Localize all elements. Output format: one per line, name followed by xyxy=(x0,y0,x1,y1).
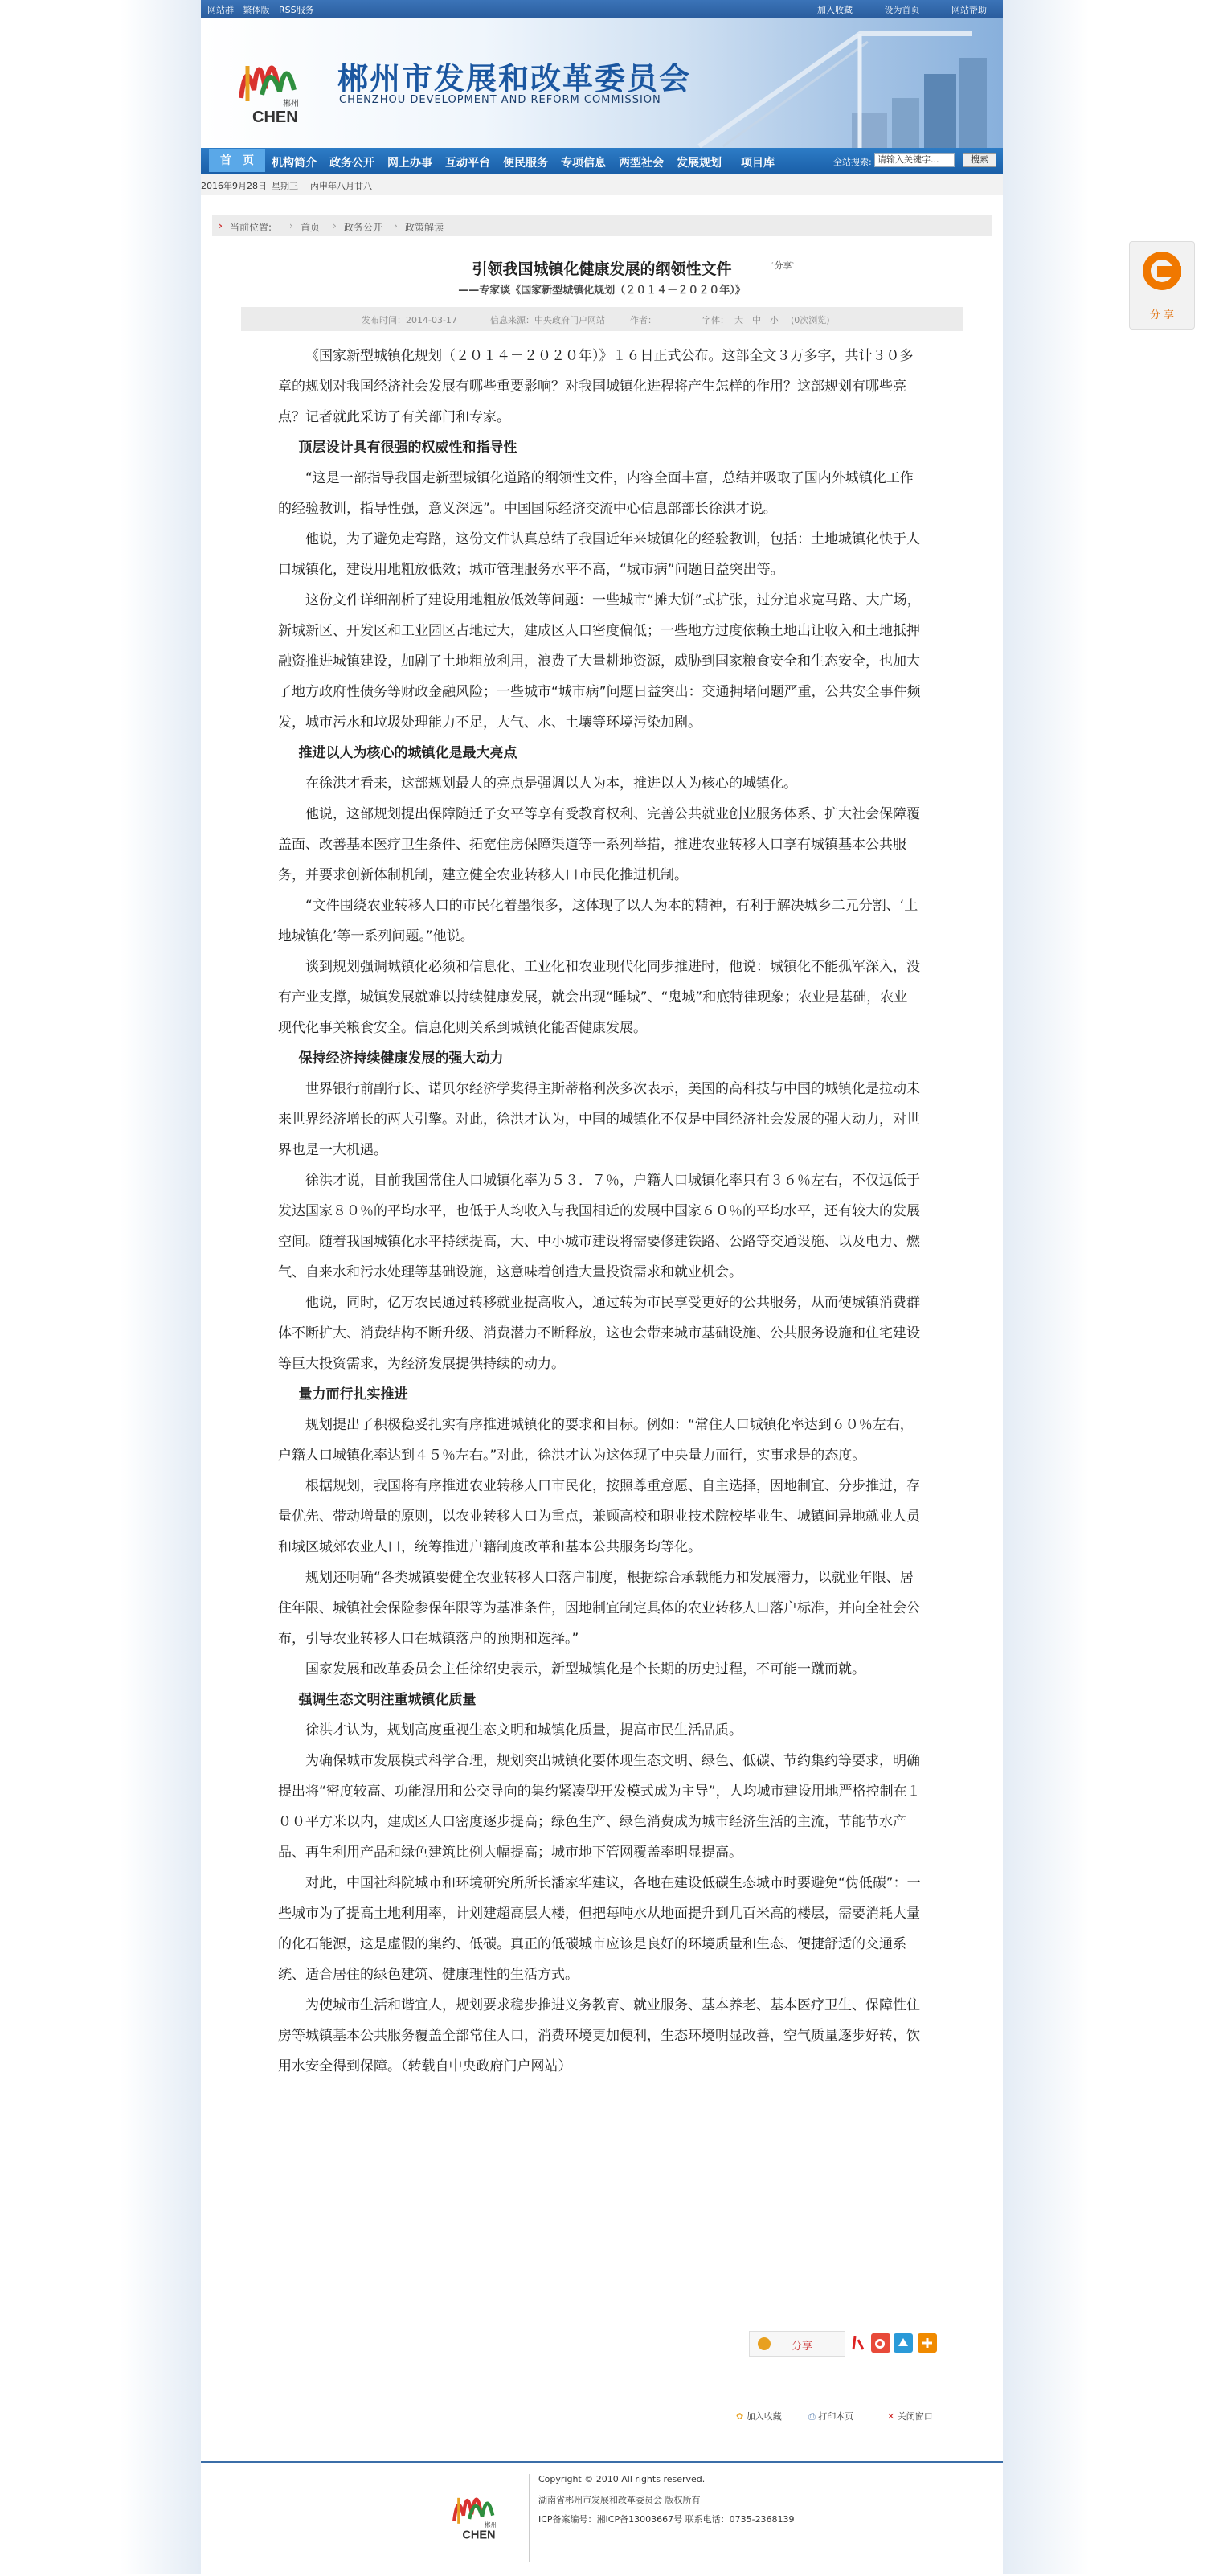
article-paragraph: 对此，中国社科院城市和环境研究所所长潘家华建议，各地在建设低碳生态城市时要避免“伪低碳”：一些城市为了提高土地利用率，计划建超高层大楼，但把每吨水从地面提升到几百米高的楼层，需要消耗大量的化石能源，这是虚假的集约、低碳。真正的低碳城市应该是良好的环境质量和生态、便捷舒适的交通系统、适合居住的绿色建筑、健康理性的生活方式。 xyxy=(278,1875,921,1983)
share-tag-icon: ʿ xyxy=(771,260,775,271)
close-window-action[interactable] xyxy=(887,2410,933,2422)
footer-logo xyxy=(446,2480,510,2545)
article-paragraph: “这是一部指导我国走新型城镇化道路的纲领性文件，内容全面丰富，总结并吸取了国内外城镇化工作的经验教训，指导性强，意义深远”。中国国际经济交流中心信息部部长徐洪才说。 xyxy=(278,470,914,517)
article-paragraph: 徐洪才认为，规划高度重视生态文明和城镇化质量，提高市民生活品质。 xyxy=(305,1722,742,1738)
nav-item[interactable]: 专项信息 xyxy=(561,157,606,170)
font-size-medium[interactable]: 中 xyxy=(752,315,761,326)
breadcrumb xyxy=(212,215,992,236)
share-tag-label: 分享 xyxy=(774,260,792,271)
publish-time: 发布时间：2014-03-17 xyxy=(362,315,457,326)
floating-share-button[interactable] xyxy=(1129,241,1195,330)
breadcrumb-home[interactable]: 首页 xyxy=(301,222,321,233)
article-paragraph: 世界银行前副行长、诺贝尔经济学奖得主斯蒂格利茨多次表示，美国的高科技与中国的城镇化是拉动未来世界经济增长的两大引擎。对此，徐洪才认为，中国的城镇化不仅是中国经济社会发展的强大动力，对世界也是一大机遇。 xyxy=(278,1081,920,1158)
breadcrumb-separator-icon: › xyxy=(333,220,337,231)
article-paragraph: 在徐洪才看来，这部规划最大的亮点是强调以人为本，推进以人为核心的城镇化。 xyxy=(305,776,797,792)
site-help-link[interactable]: 网站帮助 xyxy=(951,5,987,15)
breadcrumb-separator-icon: › xyxy=(289,220,293,231)
page-background-left xyxy=(0,0,201,2574)
share-icon xyxy=(758,2337,771,2350)
more-share-icon[interactable] xyxy=(918,2333,937,2353)
article-paragraph: 他说，这部规划提出保障随迁子女平等享有受教育权利、完善公共就业创业服务体系、扩大社会保障覆盖面、改善基本医疗卫生条件、拓宽住房保障渠道等一系列举措，推进农业转移人口享有城镇基本公共服务，并要求创新体制机制，建立健全农业转移人口市民化推进机制。 xyxy=(278,806,920,883)
svg-text:CHEN: CHEN xyxy=(252,109,298,126)
page-background-right xyxy=(1003,0,1219,2574)
renren-share-icon[interactable] xyxy=(849,2333,868,2353)
breadcrumb-current[interactable]: 政策解读 xyxy=(405,222,444,233)
site-title: 郴州市发展和改革委员会 xyxy=(337,60,692,96)
add-favorite-action[interactable] xyxy=(736,2410,782,2422)
search-input[interactable]: 请输入关键字... xyxy=(874,153,955,167)
top-link[interactable]: 网站群 xyxy=(207,5,234,15)
nav-item[interactable]: 机构简介 xyxy=(272,157,317,170)
article-paragraph: “文件围绕农业转移人口的市民化着墨很多，这体现了以人为本的精神，有利于解决城乡二元分割、‘土地城镇化’等一系列问题。”他说。 xyxy=(278,898,918,944)
nav-item[interactable]: 互动平台 xyxy=(445,157,490,170)
favorite-icon: ✿ xyxy=(736,2411,747,2422)
section-heading: 强调生态文明注重城镇化质量 xyxy=(298,1692,477,1708)
top-link[interactable]: 繁体版 xyxy=(243,5,270,15)
author: 作者： xyxy=(630,315,657,326)
section-heading: 推进以人为核心的城镇化是最大亮点 xyxy=(298,745,517,761)
article-paragraph: 徐洪才说，目前我国常住人口城镇化率为５３．７％，户籍人口城镇化率只有３６％左右，不仅远低于发达国家８０％的平均水平，也低于人均收入与我国相近的发展中国家６０％的平均水平，还有较大的发展空间。随着我国城镇化水平持续提高，大、中小城市建设将需要修建铁路、公路等交通设施、以及电力、燃气、自来水和污水处理等基础设施，这意味着创造大量投资需求和就业机会。 xyxy=(278,1173,920,1280)
article-title: 引领我国城镇化健康发展的纲领性文件 xyxy=(472,260,732,278)
article-paragraph: 根据规划，我国将有序推进农业转移人口市民化，按照尊重意愿、自主选择，因地制宜、分步推进，存量优先、带动增量的原则，以农业转移人口为重点，兼顾高校和职业技术院校毕业生、城镇间异地就业人员和城区城郊农业人口，统筹推进户籍制度改革和基本公共服务均等化。 xyxy=(278,1478,920,1555)
article-paragraph: 谈到规划强调城镇化必须和信息化、工业化和农业现代化同步推进时，他说：城镇化不能孤军深入，没有产业支撑，城镇发展就难以持续健康发展，就会出现“睡城”、“鬼城”和底特律现象；农业是基础，农业现代化事关粮食安全。信息化则关系到城镇化能否健康发展。 xyxy=(278,959,920,1036)
font-size-small[interactable]: 小 xyxy=(770,315,779,326)
share-label: 分享 xyxy=(792,2341,813,2353)
nav-item[interactable]: 项目库 xyxy=(741,157,775,170)
site-subtitle: CHENZHOU DEVELOPMENT AND REFORM COMMISSION xyxy=(339,94,661,106)
nav-item[interactable]: 两型社会 xyxy=(619,157,664,170)
title-share-tag[interactable]: ʿ分享ʾ xyxy=(771,260,795,271)
search-label: 全站搜索: xyxy=(833,157,872,167)
set-homepage-link[interactable]: 设为首页 xyxy=(884,5,920,15)
breadcrumb-arrow-icon: › xyxy=(219,220,223,231)
nav-item[interactable]: 网上办事 xyxy=(387,157,432,170)
breadcrumb-section[interactable]: 政务公开 xyxy=(344,222,383,233)
svg-text:郴州: 郴州 xyxy=(283,100,299,109)
font-size-large[interactable]: 大 xyxy=(734,315,743,326)
footer-copyright: Copyright © 2010 All rights reserved. xyxy=(538,2474,706,2484)
footer-divider xyxy=(529,2474,530,2562)
footer-owner: 湖南省郴州市发展和改革委员会 版权所有 xyxy=(538,2495,701,2505)
article-paragraph: 为确保城市发展模式科学合理，规划突出城镇化要体现生态文明、绿色、低碳、节约集约等要求，明确提出将“密度较高、功能混用和公交导向的集约紧凑型开发模式成为主导”，人均城市建设用地严格控制在１００平方米以内，建成区人口密度逐步提高；绿色生产、绿色消费成为城市经济生活的主流，节能节水产品、再生利用产品和绿色建筑比例大幅提高；城市地下管网覆盖率明显提高。 xyxy=(278,1753,921,1861)
footer-icp: ICP备案编号：湘ICP备13003667号 联系电话：0735-2368139 xyxy=(538,2514,795,2525)
breadcrumb-separator-icon: › xyxy=(394,220,398,231)
qzone-share-icon[interactable] xyxy=(894,2333,913,2353)
weibo-share-icon[interactable] xyxy=(871,2333,890,2353)
crane-skyline-image xyxy=(651,18,1003,148)
nav-home[interactable]: 首 页 xyxy=(209,149,265,172)
top-link[interactable]: RSS服务 xyxy=(279,5,314,15)
font-size-label: 字体： xyxy=(702,315,729,326)
floating-share-label: 分 享 xyxy=(1149,309,1175,321)
section-heading: 保持经济持续健康发展的强大动力 xyxy=(298,1050,504,1067)
article-meta xyxy=(241,307,963,331)
favorite-label: 加入收藏 xyxy=(746,2411,782,2422)
nav-item[interactable]: 发展规划 xyxy=(677,157,722,170)
top-links-left xyxy=(207,3,321,16)
info-source: 信息来源：中央政府门户网站 xyxy=(490,315,605,326)
view-count: (0次浏览) xyxy=(791,315,830,326)
article-paragraph: 国家发展和改革委员会主任徐绍史表示，新型城镇化是个长期的历史过程，不可能一蹴而就。 xyxy=(305,1661,865,1677)
top-bar xyxy=(201,0,1003,18)
svg-text:CHEN: CHEN xyxy=(462,2529,496,2542)
share-widget[interactable] xyxy=(749,2331,845,2357)
add-favorite-link[interactable]: 加入收藏 xyxy=(817,5,853,15)
lunar-date: 丙申年八月廿八 xyxy=(310,181,372,191)
top-links-right xyxy=(788,3,987,16)
page-container xyxy=(201,0,1003,2574)
svg-text:郴州: 郴州 xyxy=(485,2521,497,2529)
section-heading: 量力而行扎实推进 xyxy=(298,1386,408,1403)
article-paragraph: 为使城市生活和谐宜人，规划要求稳步推进义务教育、就业服务、基本养老、基本医疗卫生、保障性住房等城镇基本公共服务覆盖全部常住人口，消费环境更加便利，生态环境明显改善，空气质量逐步好转，饮用水安全得到保障。（转载自中央政府门户网站） xyxy=(278,1997,920,2074)
article-paragraph: 他说，为了避免走弯路，这份文件认真总结了我国近年来城镇化的经验教训，包括：土地城镇化快于人口城镇化，建设用地粗放低效；城市管理服务水平不高，“城市病”问题日益突出等。 xyxy=(278,531,920,578)
print-label: 打印本页 xyxy=(818,2411,854,2422)
nav-item[interactable]: 政务公开 xyxy=(329,157,374,170)
article-body xyxy=(278,341,921,2082)
site-logo[interactable] xyxy=(230,42,318,130)
current-weekday: 星期三 xyxy=(272,181,298,191)
close-icon: ✕ xyxy=(887,2411,898,2422)
article-paragraph: 《国家新型城镇化规划（２０１４－２０２０年）》１６日正式公布。这部全文３万多字，共计３０多章的规划对我国经济社会发展有哪些重要影响？对我国城镇化进程将产生怎样的作用？这部规划有哪些亮点？记者就此采访了有关部门和专家。 xyxy=(278,348,914,425)
article-subtitle: ——专家谈《国家新型城镇化规划（２０１４－２０２０年）》 xyxy=(458,285,746,297)
print-page-action[interactable] xyxy=(808,2410,853,2422)
current-date: 2016年9月28日 xyxy=(201,181,267,191)
article-paragraph: 这份文件详细剖析了建设用地粗放低效等问题：一些城市“摊大饼”式扩张，过分追求宽马路、大广场，新城新区、开发区和工业园区占地过大，建成区人口密度偏低；一些地方过度依赖土地出让收入和土地抵押融资推进城镇建设，加剧了土地粗放利用，浪费了大量耕地资源，威胁到国家粮食安全和生态安全，也加大了地方政府性债务等财政金融风险；一些城市“城市病”问题日益突出：交通拥堵问题严重，公共安全事件频发，城市污水和垃圾处理能力不足，大气、水、土壤等环境污染加剧。 xyxy=(278,592,921,731)
main-nav xyxy=(201,148,1003,174)
article-paragraph: 规划还明确“各类城镇要健全农业转移人口落户制度，根据综合承载能力和发展潜力，以就业年限、居住年限、城镇社会保险参保年限等为基准条件，因地制宜制定具体的农业转移人口落户标准，并向全社会公布，引导农业转移人口在城镇落户的预期和选择。” xyxy=(278,1570,920,1647)
print-icon: ⎙ xyxy=(808,2411,819,2422)
search-button[interactable]: 搜索 xyxy=(963,153,996,167)
article-paragraph: 规划提出了积极稳妥扎实有序推进城镇化的要求和目标。例如：“常住人口城镇化率达到６０％左右，户籍人口城镇化率达到４５％左右。”对此，徐洪才认为这体现了中央量力而行，实事求是的态度。 xyxy=(278,1417,914,1464)
header-banner xyxy=(201,18,1003,148)
article-paragraph: 他说，同时，亿万农民通过转移就业提高收入，通过转为市民享受更好的公共服务，从而使城镇消费群体不断扩大、消费结构不断升级、消费潜力不断释放，这也会带来城市基础设施、公共服务设施和住宅建设等巨大投资需求，为经济发展提供持续的动力。 xyxy=(278,1295,920,1372)
breadcrumb-label: 当前位置: xyxy=(230,222,272,233)
date-bar xyxy=(201,174,1003,195)
floating-share-icon-cut xyxy=(1157,266,1181,277)
nav-item[interactable]: 便民服务 xyxy=(503,157,548,170)
section-heading: 顶层设计具有很强的权威性和指导性 xyxy=(298,440,517,456)
site-footer xyxy=(201,2461,1003,2576)
close-label: 关闭窗口 xyxy=(897,2411,933,2422)
